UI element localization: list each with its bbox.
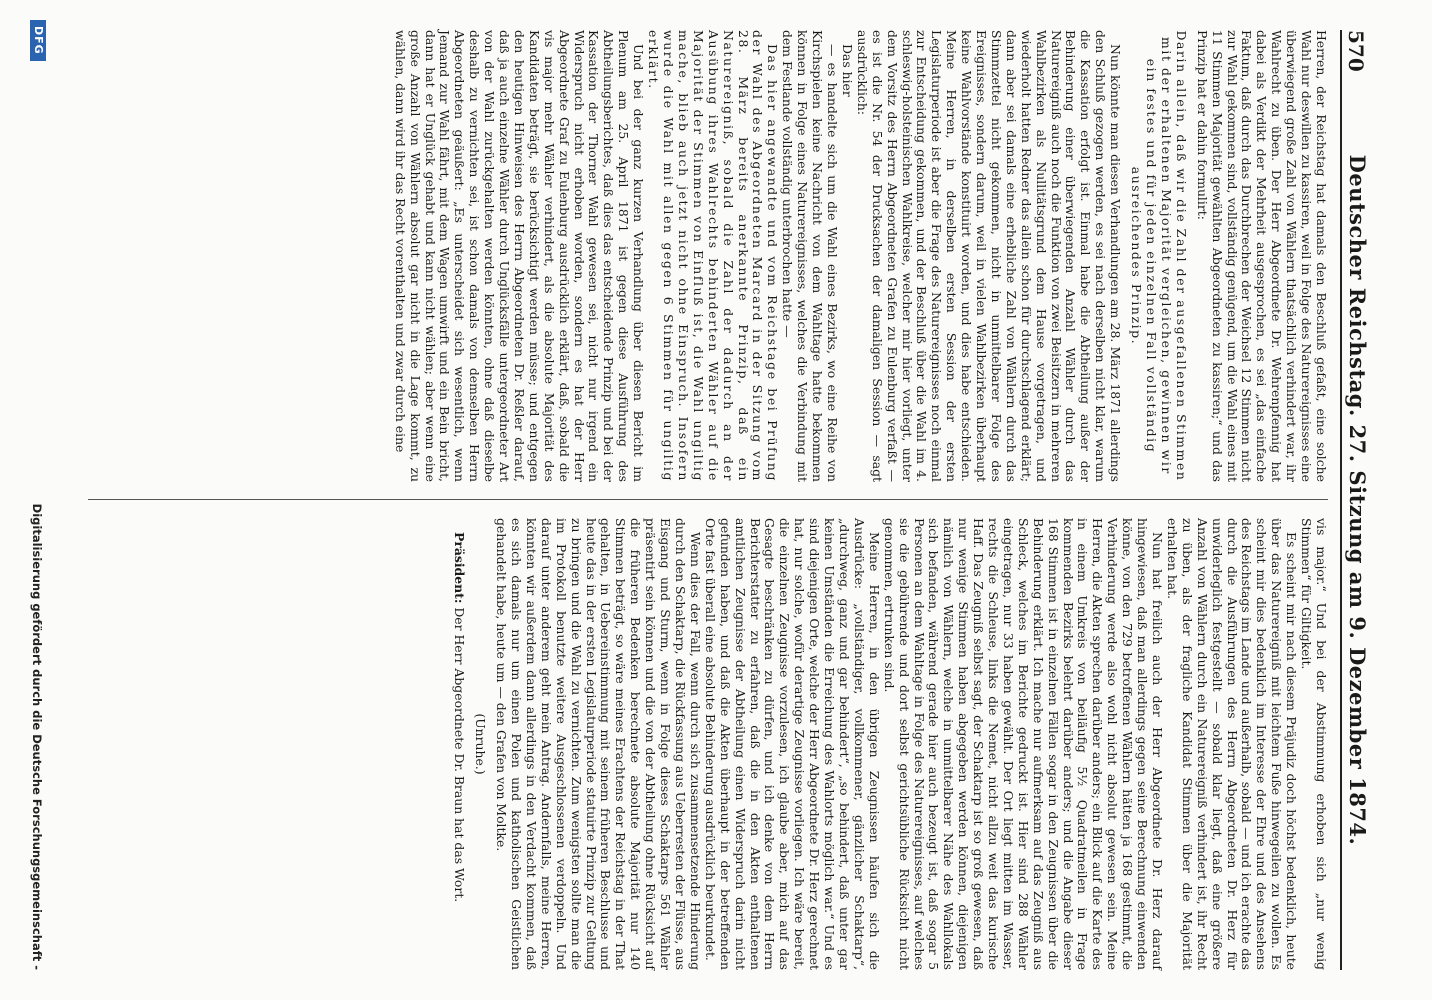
president-label: Präsident:: [452, 532, 468, 604]
digitization-note: Digitalisierung gefördert durch die Deutsche Forschungsgemeinschaft -: [30, 503, 44, 970]
left-paragraph-3: — es handelte sich um die Wahl eines Bezirks, wo eine Reihe von Kirchspielen keine Nachricht von dem Wahltage hatte bekommen können in Folge eines Naturereignisses, welches die Verbindung mit dem Festlande vollständig unterbrochen hatte —: [780, 30, 840, 482]
page-number: 570: [1344, 30, 1368, 72]
right-paragraph-2: Es scheint mir nach diesem Präjudiz doch höchst bedenklich, heute über das Naturereigniß mit leichtem Fuße hinwegeilen zu wollen. Es scheint mir dies bedenklich im Interesse der Ehre und des Ansehens des Reichstags im Lande und außerhalb, sobald — und ich erachte das durch die Ausführungen des Herrn Abgeordneten Dr. Herz für unwiderleglich festgestellt — sobald klar liegt, daß eine größere Anzahl von Wählern durch ein Naturereigniß verhindert ist, ihr Recht zu üben, als der fragliche Kandidat Stimmen über die Majorität erhalten hat.: [1164, 518, 1300, 970]
right-paragraph-3: Nun hat freilich auch der Herr Abgeordnete Dr. Herz darauf hingewiesen, daß man allerdings gegen seine Berechnung einwenden könne, von den 729 betroffenen Wählern hätten ja 168 gestimmt, die Verhinderung werde also wohl nicht absolut gewesen sein. Meine Herren, die Akten sprechen darüber anders; ein Blick auf die Karte des in einem Umkreis von beiläufig 5½ Quadratmeilen in Frage kommenden Bezirks belehrt darüber anders; und die Angabe dieser 168 Stimmen ist in einzelnen Fällen sogar in den Zeugnissen über die Behinderung erklärt. Ich mache nur aufmerksam auf das Zeugniß aus Schleck, welches im Berichte gedruckt ist. Hier sind 288 Wähler eingetragen, nur 33 haben gewählt. Der Ort liegt mitten im Wasser, rechts die Schleuse, links die Nemet, nicht allzu weit das kurische Haff. Das Zeugniß selbst sagt, der Schaktarp ist so groß gewesen, daß nur wenige Stimmen haben abgegeben werden können, diejenigen nämlich von Wählern, welche in unmittelbarer Nähe des Wahllokals sich befanden, während gerade hier auch bezeugt ist, daß sogar 5 Personen an dem Wahltage in Folge des Naturereignisses, auf welches sie die gebührende und dort selbst gerichtsübliche Rücksicht nicht genommen, ertrunken sind.: [881, 518, 1166, 970]
left-paragraph-1: Herren, der Reichstag hat damals den Beschluß gefaßt, eine solche Wahl nur deswillen zu kassiren, weil in Folge des Naturereignisses eine überwiegend große Zahl von Wählern thatsächlich verhindert war, ihr Wahlrecht zu üben. Der Herr Abgeordnete Dr. Wehrenpfennig hat dabei als Verdikt der Mehrheit ausgesprochen, es sei „das einfache Faktum, daß durch das Durchbrechen der Weichsel 12 Stimmen nicht zur Wahl gekommen sind, vollständig genügend, um die Wahl eines mit 11 Stimmen Majorität gewählten Abgeordneten zu kassiren;“ und das Prinzip hat er dahin formulirt:: [1194, 30, 1329, 482]
left-das-hier: Das hier: [839, 44, 855, 97]
page-title: Deutscher Reichstag. 27. Sitzung am 9. Dezember 1874.: [1345, 154, 1370, 846]
right-column: [451, 518, 1328, 970]
dfg-logo: DFG: [30, 20, 46, 61]
left-paragraph-2: Nun könnte man diesen Verhandlungen am 28. März 1871 allerdings den Schluß gezogen werden, es sei nach derselben nicht klar, warum die Kassation erfolgt ist. Einmal habe die Abtheilung außer der Behinderung einer überwiegenden Anzahl Wähler durch das Naturereigniß auch noch die Funktion von zwei Beisitzern in mehreren Wahlbezirken als Nullitätsgrund dem Hause vorgetragen, und wiederholt hatten Redner das allein schon für durchschlagend erklärt; dann aber sei damals eine erhebliche Zahl von Wählern durch das Stimmzettel nicht gekommen, nicht in unmittelbarer Folge des Ereignisses, sondern darum, weil in vielen Wahlbezirken überhaupt keine Wahlvorstände konstituirt worden, und dies habe entschieden. Meine Herren, in derselben ersten Session der ersten Legislaturperiode ist aber die Frage des Naturereignisses noch einmal zur Entscheidung gekommen, und der Beschluß über die Wahl im 4. schleswig-holsteinischen Wahlkreise, welcher mir hier vorliegt, unter dem Vorsitz des Herrn Abgeordneten Grafen zu Eulenburg verfaßt — es ist die Nr. 54 der Drucksachen der damaligen Session — sagt ausdrücklich:: [854, 30, 1124, 482]
president-line: [451, 518, 466, 970]
page-header: [1340, 30, 1372, 970]
unrest-note: (Unruhe.): [473, 713, 489, 775]
president-text: Der Herr Abgeordnete Dr. Braun hat das Wort.: [452, 607, 468, 903]
left-paragraph-5: Und bei der ganz kurzen Verhandlung über diesen Bericht im Plenum am 25. April 1871 ist gegen diese Ausführung des Abtheilungsberichtes, daß dies das entscheidende Prinzip und bei der Kassation der Thorner Wahl gewesen sei, nicht nur irgend ein Widerspruch nicht erhoben worden, sondern es hat der Herr Abgeordnete Graf zu Eulenburg ausdrücklich erklärt, daß, sobald die vis major mehr Wähler verhindert, als die absolute Majorität des Kandidaten beträgt, sie berücksichtigt werden müsse; und entgegen den heutigen Hinweisen des Herrn Abgeordneten Dr. Reßler darauf, daß ja auch einzelne Wähler durch Unglücksfälle untergeordneter Art von der Wahl zurückgehalten werden könnten, ohne daß dieselbe deshalb zu vernichten sei, ist schon damals von demselben Herrn Abgeordneten geäußert: „Es unterscheidet sich wesentlich, wenn Jemand zur Wahl fährt, mit dem Wagen umwirft und ein Bein bricht, dann hat er Unglück gehabt und kann nicht wählen; aber wenn eine große Anzahl von Wählern absolut gar nicht in die Lage kommt, zu wählen, dann wird ihr das Recht vorenthalten und zwar durch eine: [392, 30, 647, 482]
left-quote: Darin allein, daß wir die Zahl der ausgefallenen Stimmen mit der erhaltenen Majorität vergleichen, gewinnen wir ein festes und für jeden einzelnen Fall vollständig ausreichendes Prinzip.: [1129, 30, 1189, 482]
right-paragraph-1: vis major.“ Und bei der Abstimmung erhoben sich „nur wenig Stimmen“ für Giltigkeit.: [1299, 518, 1329, 970]
left-paragraph-4: Das hier angewandte und vom Reichstage bei Prüfung der Wahl des Abgeordneten Marcard in der Sitzung vom 28. März bereits anerkannte Prinzip, daß ein Naturereigniß, sobald die Zahl der dadurch an der Ausübung ihres Wahlrechts behinderten Wähler auf die Majorität der Stimmen von Einfluß ist, die Wahl ungiltig mache, blieb auch jetzt nicht ohne Einspruch. Insofern wurde die Wahl mit allen gegen 6 Stimmen für ungiltig erklärt.: [646, 30, 781, 482]
column-divider: [88, 499, 1328, 500]
right-paragraph-4: Meine Herren, in den übrigen Zeugnissen häufen sich die Ausdrücke: „vollständiger, vollkommener, gänzlicher Schaktarp“, „durchweg, ganz und gar behindert“, „so behindert, daß unter gar keinen Umständen die Erreichung des Wahlorts möglich war.“ Und es sind diejenigen Orte, welche der Herr Abgeordnete Dr. Herz gerechnet hat, nur solche, wofür derartige Zeugnisse vorliegen. Ich wäre bereit, die einzelnen Zeugnisse vorzulesen, ich glaube aber, mich auf das Gesagte beschränken zu dürfen, und ich denke von dem Herrn Berichterstatter zu erfahren, daß die in den Akten enthaltenen amtlichen Zeugnisse der Abtheilung einen Widerspruch darin nicht gefunden haben, und daß die Akten überhaupt in der betreffenden Orte fast überall eine absolute Behinderung ausdrücklich beurkundet.: [702, 518, 882, 970]
right-paragraph-5: Wenn dies der Fall, wenn durch sich zusammensetzende Hinderung durch den Schaktarp, die Rückfassung aus Ueberresten der Flüsse, aus Eisgang und Sturm, wenn in Folge dieses Schaktarps 561 Wähler präsentirt sein können und die von der Abtheilung ohne Rücksicht auf die früheren Bedenken berechnete absolute Majorität nur 140 Stimmen beträgt, so wäre meines Erachtens der Reichstag in der That gehalten, in Uebereinstimmung mit seinem früheren Beschlusse und heute das in der ersten Legislaturperiode statuirte Prinzip zur Geltung zu bringen und die Wahl zu vernichten. Zum wenigsten sollte man die im Protokoll benutzte weitere Ausgeschlossenen verdoppeln. Und darauf unter anderem geht mein Antrag. Andernfalls, meine Herren, könnten wir außerdem dann allerdings in den Verdacht kommen, daß es sich damals nur um einen Polen und katholischen Geistlichen gehandelt habe, heute um — den Grafen von Moltke.: [494, 518, 703, 970]
digitization-footer: [30, 30, 44, 970]
left-column: [392, 30, 1328, 482]
